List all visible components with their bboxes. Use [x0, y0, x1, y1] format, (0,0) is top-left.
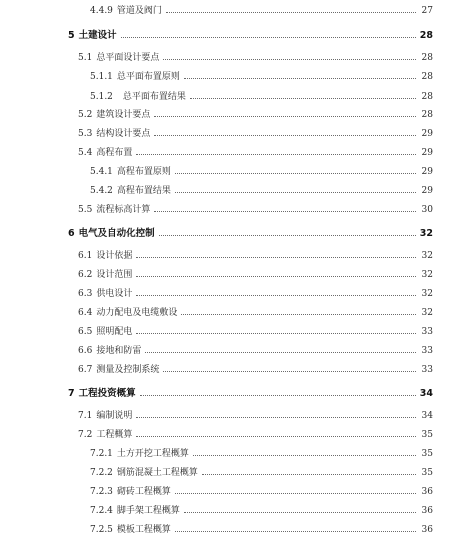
toc-entry[interactable] [90, 69, 433, 82]
toc-entry[interactable] [78, 408, 433, 421]
toc-entry-title: 设计范围 [96, 270, 133, 280]
toc-entry-page: 33 [421, 365, 433, 375]
dot-leader [140, 394, 416, 396]
toc-entry-title: 供电设计 [96, 289, 133, 299]
toc-entry[interactable] [90, 484, 433, 497]
toc-entry-title: 流程标高计算 [96, 205, 151, 215]
toc-entry-title: 管道及阀门 [116, 6, 162, 16]
toc-entry-number: 6.6 [78, 346, 93, 356]
toc-entry-title: 总平面设计要点 [96, 53, 160, 63]
toc-entry-title: 土方开挖工程概算 [116, 449, 189, 459]
toc-entry-page: 32 [419, 228, 433, 239]
toc-entry[interactable] [90, 465, 433, 478]
dot-leader [154, 115, 416, 117]
toc-entry-title: 模板工程概算 [116, 525, 171, 535]
toc-entry-number: 5.4.1 [90, 167, 113, 177]
toc-entry-number: 7.2.5 [90, 525, 113, 535]
toc-entry-title: 照明配电 [96, 327, 133, 337]
toc-entry-number: 6.1 [78, 251, 93, 261]
toc-entry[interactable] [78, 107, 433, 120]
toc-entry-title: 总平面布置原则 [116, 72, 180, 82]
dot-leader [154, 210, 416, 212]
toc-entry-title: 电气及自动化控制 [78, 228, 155, 239]
dot-leader [175, 172, 416, 174]
toc-entry-number: 5.1.2 [90, 92, 113, 102]
dot-leader [175, 191, 416, 193]
toc-entry[interactable] [78, 202, 433, 215]
dot-leader [184, 511, 416, 513]
toc-entry[interactable] [90, 522, 433, 535]
toc-entry-page: 28 [421, 110, 433, 120]
toc-entry-page: 36 [421, 525, 433, 535]
toc-entry-number: 5.1.1 [90, 72, 113, 82]
dot-leader [175, 530, 416, 532]
dot-leader [136, 332, 416, 334]
toc-entry-title: 砌砖工程概算 [116, 487, 171, 497]
toc-entry-page: 32 [421, 308, 433, 318]
toc-entry-title: 建筑设计要点 [96, 110, 151, 120]
toc-entry-page: 32 [421, 251, 433, 261]
toc-entry-page: 30 [421, 205, 433, 215]
toc-entry-page: 35 [421, 430, 433, 440]
toc-entry-number: 7.2.2 [90, 468, 113, 478]
toc-entry-number: 6.7 [78, 365, 93, 375]
toc-entry-number: 5.2 [78, 110, 93, 120]
toc-entry-number: 5.1 [78, 53, 93, 63]
toc-entry[interactable] [68, 385, 433, 399]
toc-entry-page: 28 [421, 53, 433, 63]
dot-leader [136, 153, 416, 155]
toc-entry-title: 测量及控制系统 [96, 365, 160, 375]
toc-entry[interactable] [90, 446, 433, 459]
toc-entry-page: 34 [421, 411, 433, 421]
toc-entry[interactable] [78, 362, 433, 375]
dot-leader [145, 351, 416, 353]
toc-entry-title: 高程布置结果 [116, 186, 171, 196]
toc-entry-page: 28 [421, 92, 433, 102]
toc-entry-page: 29 [421, 148, 433, 158]
toc-entry-title: 土建设计 [78, 30, 117, 41]
toc-entry-number: 5 [68, 30, 75, 41]
toc-entry-number: 5.4.2 [90, 186, 113, 196]
toc-entry-page: 36 [421, 506, 433, 516]
toc-entry-number: 5.4 [78, 148, 93, 158]
toc-entry-title: 钢筋混凝土工程概算 [116, 468, 198, 478]
toc-entry[interactable] [78, 50, 433, 63]
toc-entry-title: 动力配电及电缆敷设 [96, 308, 178, 318]
dot-leader [136, 256, 416, 258]
dot-leader [136, 275, 416, 277]
toc-entry-title: 接地和防雷 [96, 346, 142, 356]
dot-leader [136, 294, 416, 296]
toc-entry-page: 32 [421, 289, 433, 299]
toc-entry-number: 7.2.3 [90, 487, 113, 497]
toc-entry-number: 5.3 [78, 129, 93, 139]
dot-leader [175, 492, 416, 494]
toc-entry[interactable] [78, 286, 433, 299]
toc-entry[interactable] [90, 89, 433, 102]
toc-entry-page: 36 [421, 487, 433, 497]
dot-leader [181, 313, 416, 315]
toc-entry[interactable] [90, 3, 433, 16]
toc-entry[interactable] [78, 267, 433, 280]
toc-entry-number: 7 [68, 388, 75, 399]
toc-entry-title: 编制说明 [96, 411, 133, 421]
toc-entry-number: 5.5 [78, 205, 93, 215]
toc-entry-title: 脚手架工程概算 [116, 506, 180, 516]
toc-entry[interactable] [90, 503, 433, 516]
toc-entry-page: 29 [421, 167, 433, 177]
toc-entry-title: 工程概算 [96, 430, 133, 440]
dot-leader [136, 435, 416, 437]
toc-entry-number: 6.5 [78, 327, 93, 337]
toc-entry-number: 7.2.1 [90, 449, 113, 459]
toc-entry-title: 高程布置原则 [116, 167, 171, 177]
toc-entry-page: 33 [421, 327, 433, 337]
toc-entry[interactable] [78, 305, 433, 318]
toc-entry-number: 4.4.9 [90, 6, 113, 16]
dot-leader [163, 370, 416, 372]
dot-leader [166, 11, 416, 13]
toc-entry-title: 结构设计要点 [96, 129, 151, 139]
dot-leader [163, 58, 416, 60]
toc-entry-page: 34 [419, 388, 433, 399]
toc-entry-number: 6.4 [78, 308, 93, 318]
toc-entry[interactable] [78, 248, 433, 261]
toc-entry-number: 6.2 [78, 270, 93, 280]
toc-entry-page: 29 [421, 129, 433, 139]
toc-entry[interactable] [68, 225, 433, 239]
toc-entry[interactable] [78, 145, 433, 158]
toc-entry-page: 35 [421, 468, 433, 478]
toc-entry-title: 工程投资概算 [78, 388, 136, 399]
toc-entry-number: 7.1 [78, 411, 93, 421]
dot-leader [190, 97, 416, 99]
toc-entry-page: 35 [421, 449, 433, 459]
toc-entry-page: 28 [419, 30, 433, 41]
toc-entry[interactable] [90, 164, 433, 177]
toc-entry-page: 33 [421, 346, 433, 356]
dot-leader [136, 416, 416, 418]
toc-entry[interactable] [78, 126, 433, 139]
toc-entry-number: 7.2 [78, 430, 93, 440]
toc-entry-number: 7.2.4 [90, 506, 113, 516]
toc-entry[interactable] [68, 27, 433, 41]
dot-leader [121, 36, 416, 38]
dot-leader [159, 234, 416, 236]
toc-entry[interactable] [78, 343, 433, 356]
dot-leader [154, 134, 416, 136]
dot-leader [202, 473, 416, 475]
toc-entry-number: 6 [68, 228, 75, 239]
toc-entry[interactable] [78, 427, 433, 440]
toc-entry-title: 设计依据 [96, 251, 133, 261]
toc-entry-page: 32 [421, 270, 433, 280]
toc-entry-page: 28 [421, 72, 433, 82]
dot-leader [184, 77, 416, 79]
toc-entry-title: 高程布置 [96, 148, 133, 158]
toc-entry-page: 29 [421, 186, 433, 196]
toc-entry[interactable] [78, 324, 433, 337]
dot-leader [193, 454, 416, 456]
toc-entry[interactable] [90, 183, 433, 196]
toc-entry-number: 6.3 [78, 289, 93, 299]
toc-entry-page: 27 [421, 6, 433, 16]
toc-entry-title: 总平面布置结果 [122, 92, 186, 102]
